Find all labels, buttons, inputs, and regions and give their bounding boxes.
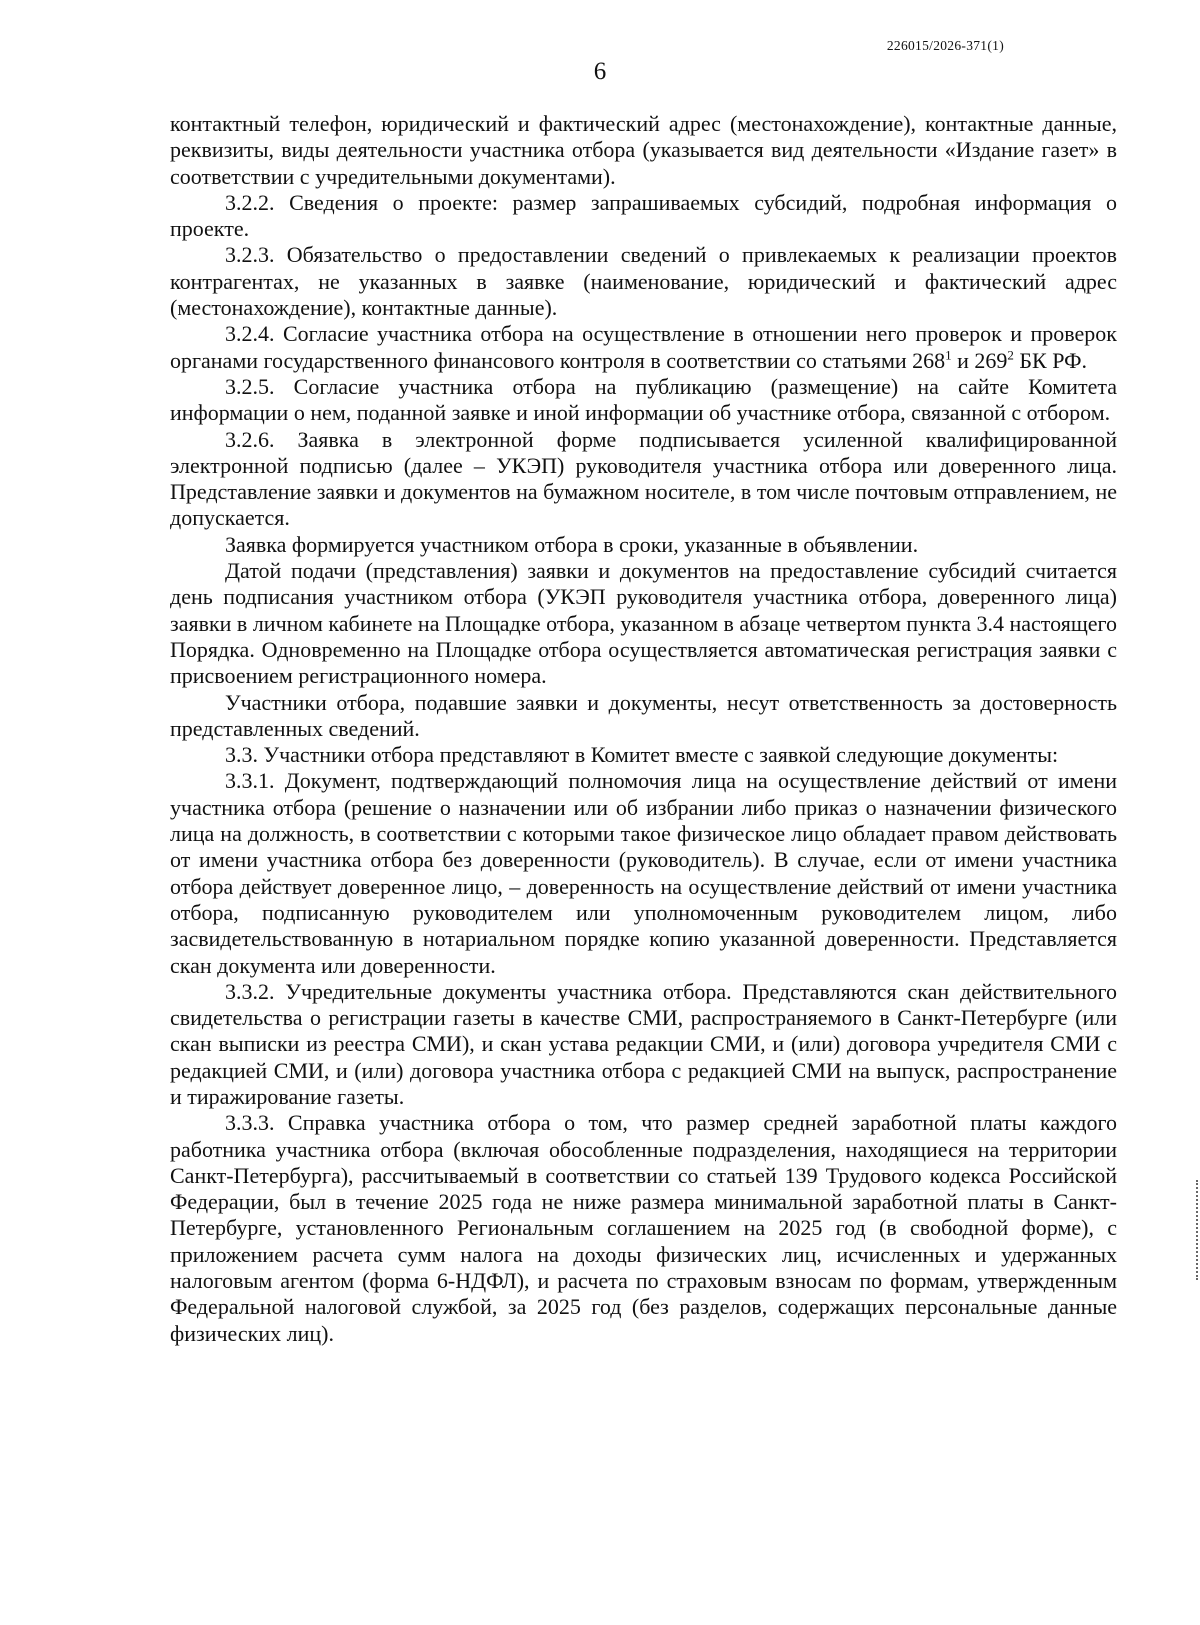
paragraph-3-2-4 [170,321,1117,374]
paragraph-3-3-3: 3.3.3. Справка участника отбора о том, что размер средней заработной платы каждого работника участника отбора (включая обособленные подразделения, находящиеся на территории Санкт-Петербурга), рассчитываемый в соответствии со статьей 139 Трудового кодекса Российской Федерации, был в течение 2025 года не ниже размера минимальной заработной платы в Санкт-Петербурге, установленного Региональным соглашением на 2025 год (в свободной форме), с приложением расчета сумм налога на доходы физических лиц, исчисленных и удержанных налоговым агентом (форма 6-НДФЛ), и расчета по страховым взносам по формам, утвержденным Федеральной налоговой службой, за 2025 год (без разделов, содержащих персональные данные физических лиц). [170,1110,1117,1346]
document-registration-number: 226015/2026-371(1) [886,38,1004,53]
paragraph-3-2-4-text-middle: и 269 [951,347,1008,373]
paragraph-3-3-2: 3.3.2. Учредительные документы участника отбора. Представляются скан действительного свидетельства о регистрации газеты в качестве СМИ, распространяемого в Санкт-Петербурге (или скан выписки из реестра СМИ), и скан устава редакции СМИ, и (или) договора учредителя СМИ с редакцией СМИ, и (или) договора участника отбора с редакцией СМИ на выпуск, распространение и тиражирование газеты. [170,978,1117,1109]
paragraph-3-2-3: 3.2.3. Обязательство о предоставлении сведений о привлекаемых к реализации проектов контрагентах, не указанных в заявке (наименование, юридический и фактический адрес (местонахождение), контактные данные). [170,242,1117,321]
paragraph-3-2-4-text-end: БК РФ. [1013,347,1087,373]
paragraph-submission-date: Датой подачи (представления) заявки и документов на предоставление субсидий считается день подписания участником отбора (УКЭП руководителя участника отбора, доверенного лица) заявки в личном кабинете на Площадке отбора, указанном в абзаце четвертом пункта 3.4 настоящего Порядка. Одновременно на Площадке отбора осуществляется автоматическая регистрация заявки с присвоением регистрационного номера. [170,558,1117,689]
paragraph-3-3: 3.3. Участники отбора представляют в Комитет вместе с заявкой следующие документы: [225,742,1059,768]
paragraph-3-2-4-text: 3.2.4. Согласие участника отбора на осуществление в отношении него проверок и проверок органами государственного финансового контроля в соответствии со статьями 268 [170,321,1117,373]
paragraph-contact-details: контактный телефон, юридический и фактический адрес (местонахождение), контактные данные, реквизиты, виды деятельности участника отбора (указывается вид деятельности «Издание газет» в соответствии с учредительными документами). [170,111,1117,189]
paragraph-3-3-1: 3.3.1. Документ, подтверждающий полномочия лица на осуществление действий от имени участника отбора (решение о назначении или об избрании либо приказ о назначении физического лица на должность, в соответствии с которыми такое физическое лицо обладает правом действовать от имени участника отбора без доверенности (руководитель). В случае, если от имени участника отбора действует доверенное лицо, – доверенность на осуществление действий от имени участника отбора, подписанную руководителем или уполномоченным руководителем лицом, либо засвидетельствованную в нотариальном порядке копию указанной доверенности. Представляется скан документа или доверенности. [170,768,1117,978]
paragraph-3-2-6: 3.2.6. Заявка в электронной форме подписывается усиленной квалифицированной электронной подписью (далее – УКЭП) руководителя участника отбора или доверенного лица. Представление заявки и документов на бумажном носителе, в том числе почтовым отправлением, не допускается. [170,426,1117,531]
paragraph-3-2-5: 3.2.5. Согласие участника отбора на публикацию (размещение) на сайте Комитета информации о нем, поданной заявке и иной информации об участнике отбора, связанной с отбором. [170,373,1117,426]
superscript-article-268: 1 [945,347,952,363]
page-number: 6 [593,58,607,85]
superscript-article-269: 2 [1007,347,1014,363]
scan-edge-mark [1193,1180,1198,1280]
paragraph-responsibility: Участники отбора, подавшие заявки и документы, несут ответственность за достоверность представленных сведений. [170,689,1117,741]
paragraph-3-2-2: 3.2.2. Сведения о проекте: размер запрашиваемых субсидий, подробная информация о проекте. [170,189,1117,242]
document-body [170,111,1117,1347]
paragraph-application-deadline: Заявка формируется участником отбора в сроки, указанные в объявлении. [225,531,919,557]
